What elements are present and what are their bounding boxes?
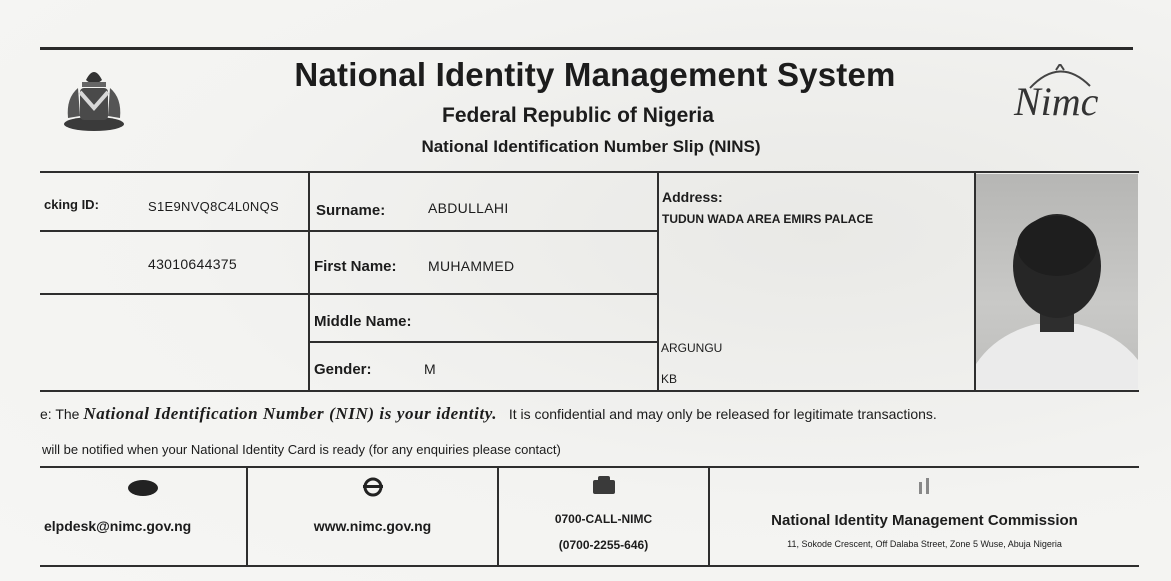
- browser-icon: [361, 476, 385, 498]
- phone-icon: [590, 476, 618, 498]
- top-border: [40, 47, 1133, 50]
- footer-bottom-line: [40, 565, 1139, 567]
- nin-notice: [40, 404, 937, 424]
- holder-photo: [976, 174, 1138, 389]
- surname-label: Surname:: [316, 202, 386, 219]
- page-title: National Identity Management System: [294, 56, 896, 93]
- col-line-1: [308, 171, 310, 392]
- card-ready-notice: will be notified when your National Identity Card is ready (for any enquiries please contact): [42, 442, 561, 457]
- middle-name-label: Middle Name:: [314, 313, 412, 330]
- tracking-id-value: S1E9NVQ8C4L0NQS: [148, 199, 279, 214]
- nin-statement: National Identification Number (NIN) is your identity.: [83, 404, 498, 423]
- phone-number-2: (0700-2255-646): [558, 538, 649, 552]
- confidential-statement: It is confidential and may only be released for legitimate transactions.: [508, 406, 937, 422]
- org-name: National Identity Management Commission: [771, 512, 1078, 529]
- mail-icon: [126, 478, 160, 498]
- address-state: KB: [661, 372, 678, 386]
- nimc-logo: [1012, 64, 1108, 124]
- phone-number-1: 0700-CALL-NIMC: [554, 512, 653, 526]
- slip-title: National Identification Number Slip (NINS): [421, 137, 761, 156]
- footer-top-line: [40, 466, 1139, 468]
- row-line-3: [309, 341, 659, 343]
- building-icon: [915, 476, 935, 496]
- notice-prefix: e: The: [40, 406, 80, 422]
- gender-value: M: [424, 361, 436, 377]
- nin-value: 43010644375: [148, 256, 237, 272]
- address-label: Address:: [662, 189, 723, 205]
- footer-org-cell: [710, 476, 1139, 549]
- website-url: www.nimc.gov.ng: [313, 518, 432, 534]
- footer-phone-cell: [499, 476, 708, 552]
- surname-value: ABDULLAHI: [428, 200, 509, 216]
- gender-label: Gender:: [314, 361, 372, 378]
- nimc-logo-text: Nimc: [1014, 79, 1099, 124]
- footer-website-cell: [248, 476, 497, 534]
- org-address: 11, Sokode Crescent, Off Dalaba Street, Zone 5 Wuse, Abuja Nigeria: [787, 539, 1062, 549]
- first-name-label: First Name:: [314, 258, 397, 275]
- subtitle: Federal Republic of Nigeria: [442, 104, 714, 127]
- helpdesk-email: elpdesk@nimc.gov.ng: [44, 518, 192, 534]
- tracking-id-label: cking ID:: [44, 197, 99, 212]
- row-line-1: [40, 230, 659, 232]
- portrait-icon: [976, 174, 1138, 389]
- row-line-2: [40, 293, 659, 295]
- first-name-value: MUHAMMED: [428, 258, 515, 274]
- address-lga: ARGUNGU: [661, 341, 723, 355]
- address-line1: TUDUN WADA AREA EMIRS PALACE: [662, 212, 874, 226]
- footer-email-cell: [40, 478, 246, 534]
- col-line-2: [657, 171, 659, 392]
